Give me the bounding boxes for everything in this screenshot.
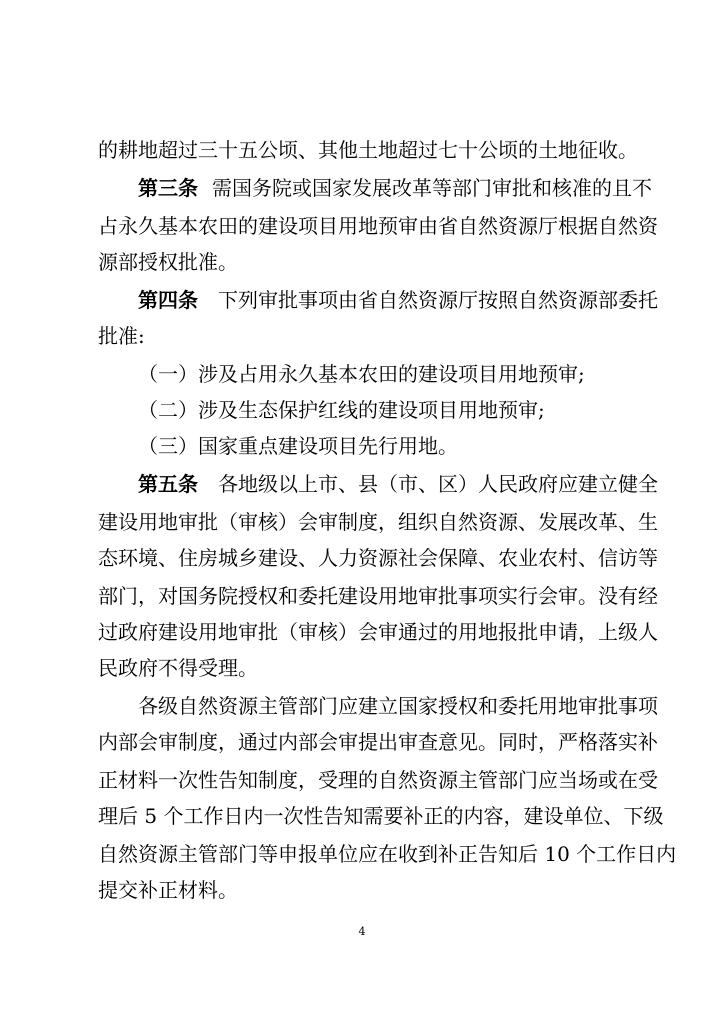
list-item-2: （二）涉及生态保护红线的建设项目用地预审; <box>138 398 545 422</box>
article-3-line-1 <box>138 176 652 200</box>
text-line-21: 提交补正材料。 <box>98 878 238 902</box>
text-line-4: 源部授权批准。 <box>98 250 238 274</box>
article-5-heading: 第五条 <box>138 472 198 496</box>
text-line-11: 建设用地审批（审核）会审制度，组织自然资源、发展改革、生 <box>98 510 658 534</box>
text-line-3: 占永久基本农田的建设项目用地预审由省自然资源厅根据自然资 <box>98 214 658 238</box>
list-item-3: （三）国家重点建设项目先行用地。 <box>138 434 458 458</box>
article-5-text: 各地级以上市、县（市、区）人民政府应建立健全 <box>218 472 658 496</box>
text-line-12: 态环境、住房城乡建设、人力资源社会保障、农业农村、信访等 <box>98 546 658 570</box>
article-5-line-1 <box>138 472 658 496</box>
article-3-heading: 第三条 <box>138 176 198 200</box>
text-line-17: 内部会审制度，通过内部会审提出审查意见。同时，严格落实补 <box>98 730 658 754</box>
text-line-16: 各级自然资源主管部门应建立国家授权和委托用地审批事项 <box>138 694 658 718</box>
article-4-text: 下列审批事项由省自然资源厅按照自然资源部委托 <box>218 288 658 312</box>
list-item-1: （一）涉及占用永久基本农田的建设项目用地预审; <box>138 362 585 386</box>
text-line-19: 理后 5 个工作日内一次性告知需要补正的内容，建设单位、下级 <box>98 804 664 828</box>
text-line-6: 批准: <box>98 324 145 348</box>
text-line-18: 正材料一次性告知制度，受理的自然资源主管部门应当场或在受 <box>98 768 658 792</box>
text-line-15: 民政府不得受理。 <box>98 656 258 680</box>
text-line-14: 过政府建设用地审批（审核）会审通过的用地报批申请，上级人 <box>98 620 658 644</box>
article-4-line-1 <box>138 288 658 312</box>
text-line-20: 自然资源主管部门等申报单位应在收到补正告知后 10 个工作日内 <box>98 842 677 866</box>
page-number: 4 <box>358 925 366 938</box>
text-line-13: 部门，对国务院授权和委托建设用地审批事项实行会审。没有经 <box>98 584 658 608</box>
text-line-1: 的耕地超过三十五公顷、其他土地超过七十公顷的土地征收。 <box>98 138 638 162</box>
article-4-heading: 第四条 <box>138 288 198 312</box>
article-3-text: 需国务院或国家发展改革等部门审批和核准的且不 <box>212 176 652 200</box>
